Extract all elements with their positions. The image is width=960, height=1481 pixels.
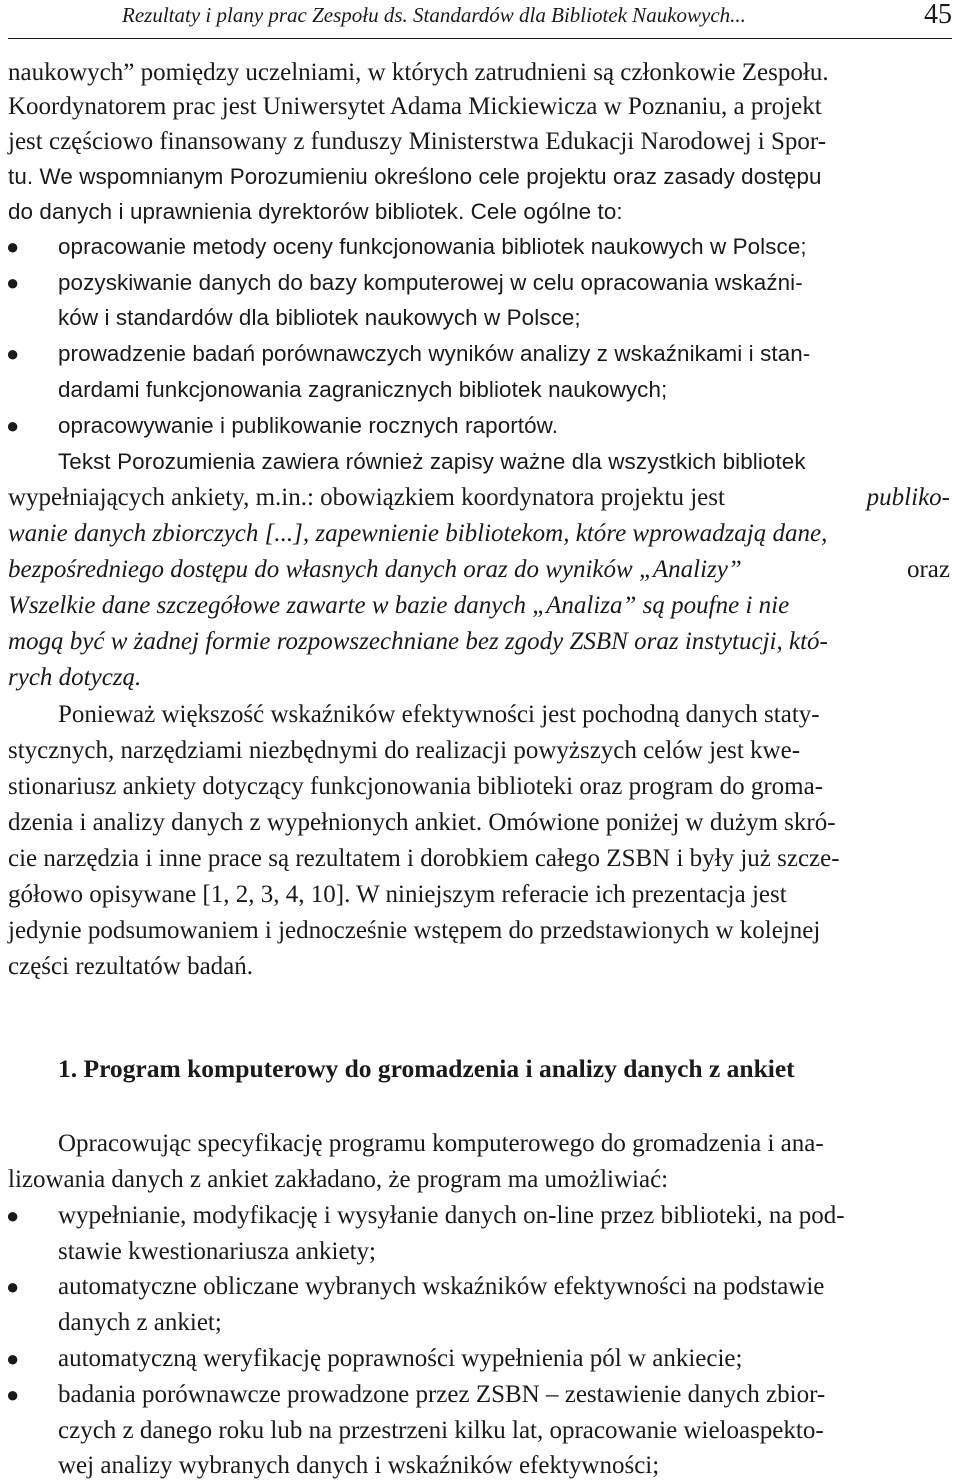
- text-line: [8, 555, 950, 585]
- bullet-icon: ●: [6, 1346, 20, 1371]
- list-item-continuation: czych z danego roku lub na przestrzeni kilku lat, opracowanie wieloaspekto-: [58, 1417, 824, 1444]
- text-run-italic: bezpośredniego dostępu do własnych danych oraz do wyników „Analizy”: [8, 556, 742, 583]
- list-item: opracowywanie i publikowanie rocznych raportów.: [58, 413, 559, 438]
- bullet-icon: ●: [6, 413, 20, 438]
- text-line: stycznych, narzędziami niezbędnymi do realizacji powyższych celów jest kwe-: [8, 737, 801, 764]
- text-line: Koordynatorem prac jest Uniwersytet Adama Mickiewicza w Poznaniu, a projekt: [8, 93, 822, 120]
- list-item-continuation: stawie kwestionariusza ankiety;: [58, 1238, 376, 1265]
- list-item-continuation: wej analizy wybranych danych i wskaźników efektywności;: [58, 1452, 660, 1479]
- list-item: wypełnianie, modyfikację i wysyłanie danych on-line przez biblioteki, na pod-: [58, 1202, 845, 1229]
- bullet-icon: ●: [6, 341, 20, 366]
- list-item-continuation: ków i standardów dla bibliotek naukowych w Polsce;: [58, 305, 581, 330]
- bullet-icon: ●: [6, 1203, 20, 1228]
- page-number: 45: [924, 0, 952, 30]
- text-line: rych dotyczą.: [8, 664, 142, 691]
- list-item: automatyczną weryfikację poprawności wypełnienia pól w ankiecie;: [58, 1345, 743, 1372]
- text-line: wanie danych zbiorczych [...], zapewnienie bibliotekom, które wprowadzają dane,: [8, 520, 828, 547]
- text-line: mogą być w żadnej formie rozpowszechniane bez zgody ZSBN oraz instytucji, któ-: [8, 628, 828, 655]
- text-line: lizowania danych z ankiet zakładano, że program ma umożliwiać:: [8, 1166, 669, 1193]
- text-line: jedynie podsumowaniem i jednocześnie wstępem do przedstawionych w kolejnej: [8, 917, 821, 944]
- section-heading: 1. Program komputerowy do gromadzenia i analizy danych z ankiet: [58, 1054, 795, 1083]
- text-line: jest częściowo finansowany z funduszy Ministerstwa Edukacji Narodowej i Spor-: [8, 128, 827, 155]
- running-title: Rezultaty i plany prac Zespołu ds. Standardów dla Bibliotek Naukowych...: [122, 3, 746, 27]
- text-line: [8, 483, 950, 513]
- list-item: badania porównawcze prowadzone przez ZSBN – zestawienie danych zbior-: [58, 1381, 826, 1408]
- bullet-icon: ●: [6, 234, 20, 259]
- text-line: dzenia i analizy danych z wypełnionych ankiet. Omówione poniżej w dużym skró-: [8, 809, 836, 836]
- text-line: Ponieważ większość wskaźników efektywności jest pochodną danych staty-: [58, 701, 820, 728]
- text-line: gółowo opisywane [1, 2, 3, 4, 10]. W niniejszym referacie ich prezentacja jest: [8, 881, 787, 908]
- text-line: tu. We wspomnianym Porozumieniu określono cele projektu oraz zasady dostępu: [8, 164, 822, 189]
- text-run: wypełniających ankiety, m.in.: obowiązkiem koordynatora projektu jest: [8, 484, 725, 511]
- text-line: Wszelkie dane szczegółowe zawarte w bazie danych „Analiza” są poufne i nie: [8, 592, 790, 619]
- list-item-continuation: dardami funkcjonowania zagranicznych bibliotek naukowych;: [58, 377, 668, 402]
- list-item: opracowanie metody oceny funkcjonowania bibliotek naukowych w Polsce;: [58, 234, 807, 259]
- text-line: do danych i uprawnienia dyrektorów bibliotek. Cele ogólne to:: [8, 199, 623, 224]
- text-line: części rezultatów badań.: [8, 953, 254, 980]
- bullet-icon: ●: [6, 1274, 20, 1299]
- bullet-icon: ●: [6, 1382, 20, 1407]
- text-line: cie narzędzia i inne prace są rezultatem i dorobkiem całego ZSBN i były już szcze-: [8, 845, 840, 872]
- list-item: pozyskiwanie danych do bazy komputerowej w celu opracowania wskaźni-: [58, 270, 803, 295]
- text-line: stionariusz ankiety dotyczący funkcjonowania biblioteki oraz program do groma-: [8, 773, 824, 800]
- list-item-continuation: danych z ankiet;: [58, 1309, 222, 1336]
- list-item: automatyczne obliczane wybranych wskaźników efektywności na podstawie: [58, 1273, 825, 1300]
- bullet-icon: ●: [6, 270, 20, 295]
- list-item: prowadzenie badań porównawczych wyników analizy z wskaźnikami i stan-: [58, 341, 811, 366]
- text-run-italic: publiko-: [866, 484, 950, 511]
- text-line: Tekst Porozumienia zawiera również zapisy ważne dla wszystkich bibliotek: [58, 449, 806, 474]
- text-line: naukowych” pomiędzy uczelniami, w których zatrudnieni są członkowie Zespołu.: [8, 59, 829, 86]
- text-line: Opracowując specyfikację programu komputerowego do gromadzenia i ana-: [58, 1130, 824, 1157]
- text-run: oraz: [906, 556, 950, 583]
